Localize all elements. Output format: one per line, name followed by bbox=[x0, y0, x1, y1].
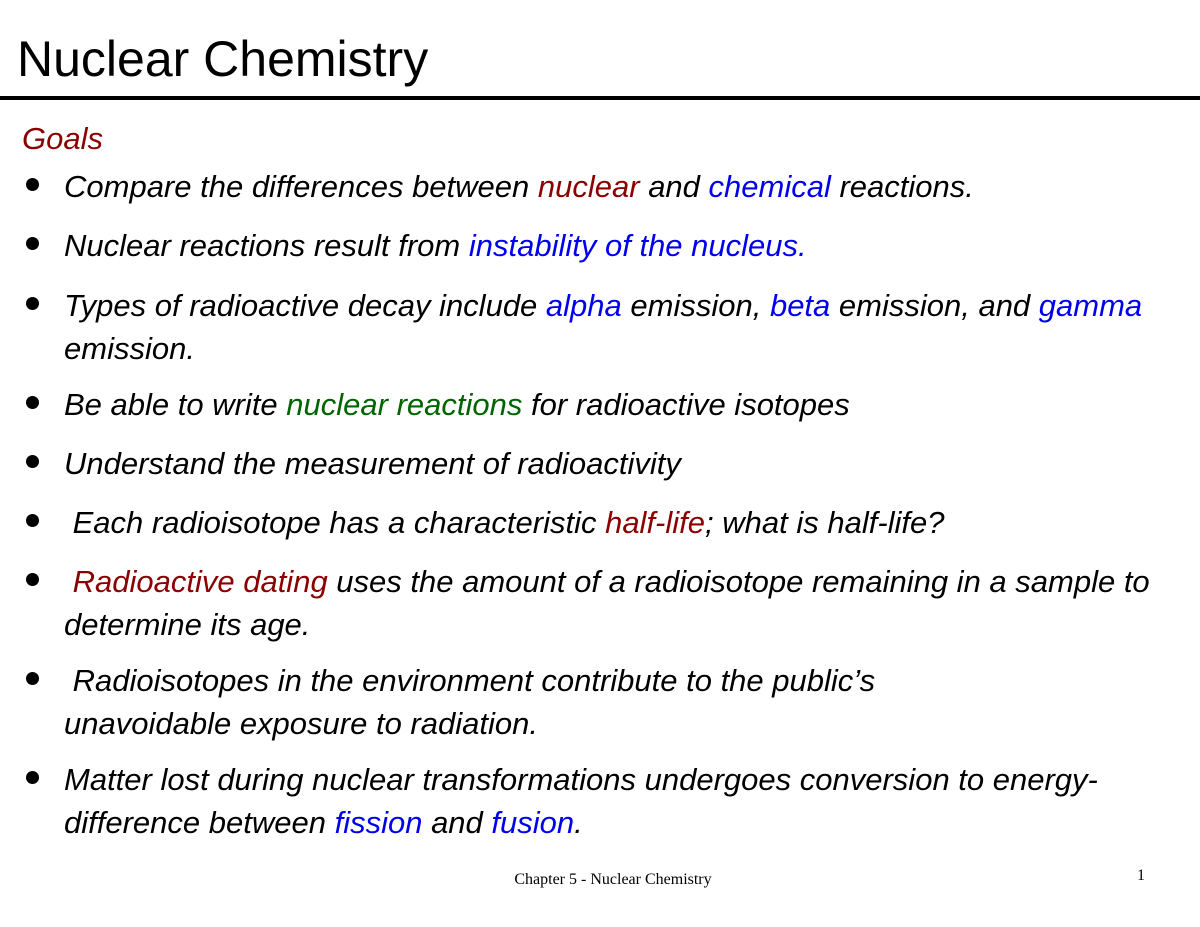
bullet-icon bbox=[26, 396, 39, 409]
slide-title: Nuclear Chemistry bbox=[17, 31, 429, 87]
goal-text-segment: Each radioisotope has a characteristic bbox=[64, 505, 606, 540]
highlighted-term: half-life bbox=[605, 505, 706, 540]
goal-text-segment: emission, bbox=[621, 288, 770, 323]
goal-text bbox=[64, 560, 1189, 646]
goal-text bbox=[64, 758, 1189, 844]
highlighted-term: alpha bbox=[545, 288, 622, 323]
goal-text-segment: Nuclear reactions result from bbox=[64, 228, 469, 263]
highlighted-term: fusion bbox=[491, 805, 575, 840]
goal-text-segment: Matter lost during nuclear transformations undergoes conversion to energy-difference between bbox=[64, 762, 1098, 840]
goal-text bbox=[64, 501, 1189, 544]
goal-text-segment: reactions. bbox=[830, 169, 974, 204]
bullet-icon bbox=[26, 573, 39, 586]
goal-text bbox=[64, 383, 1189, 426]
page-number: 1 bbox=[1137, 867, 1145, 884]
highlighted-term: Radioactive dating bbox=[72, 564, 328, 599]
bullet-icon bbox=[26, 514, 39, 527]
highlighted-term: nuclear reactions bbox=[286, 387, 523, 422]
bullet-icon bbox=[26, 237, 39, 250]
goal-text bbox=[64, 659, 1049, 745]
goal-text-segment: and bbox=[422, 805, 492, 840]
highlighted-term: chemical bbox=[708, 169, 831, 204]
goal-text-segment: for radioactive isotopes bbox=[522, 387, 850, 422]
goal-text-segment: Radioisotopes in the environment contribute to the public’s unavoidable exposure to radiation. bbox=[64, 663, 884, 741]
highlighted-term: beta bbox=[769, 288, 831, 323]
bullet-icon bbox=[26, 178, 39, 191]
goal-text bbox=[64, 224, 1189, 267]
highlighted-term: nuclear bbox=[537, 169, 640, 204]
goal-text-segment: Types of radioactive decay include bbox=[64, 288, 546, 323]
highlighted-term: gamma bbox=[1038, 288, 1143, 323]
goals-heading: Goals bbox=[22, 121, 103, 156]
goal-text bbox=[64, 165, 1189, 208]
bullet-icon bbox=[26, 297, 39, 310]
slide-footer: Chapter 5 - Nuclear Chemistry bbox=[514, 871, 712, 888]
goal-text bbox=[64, 284, 1151, 370]
bullet-icon bbox=[26, 771, 39, 784]
goal-text-segment: Compare the differences between bbox=[64, 169, 538, 204]
goal-text-segment: emission. bbox=[64, 288, 1151, 366]
goal-text-segment: Understand the measurement of radioactivity bbox=[64, 446, 681, 481]
goal-text-segment: ; what is half-life? bbox=[705, 505, 945, 540]
goal-text-segment: and bbox=[639, 169, 709, 204]
goal-text-segment: uses the amount of a radioisotope remaining in a sample to determine its age. bbox=[64, 564, 1159, 642]
highlighted-term: instability of the nucleus. bbox=[468, 228, 807, 263]
bullet-icon bbox=[26, 672, 39, 685]
highlighted-term: fission bbox=[334, 805, 423, 840]
goal-text-segment: . bbox=[574, 805, 583, 840]
goal-text-segment bbox=[64, 564, 73, 599]
goal-text bbox=[64, 442, 1189, 485]
goal-text-segment: emission, and bbox=[830, 288, 1039, 323]
goal-text-segment: Be able to write bbox=[64, 387, 287, 422]
title-divider bbox=[0, 96, 1200, 100]
bullet-icon bbox=[26, 455, 39, 468]
